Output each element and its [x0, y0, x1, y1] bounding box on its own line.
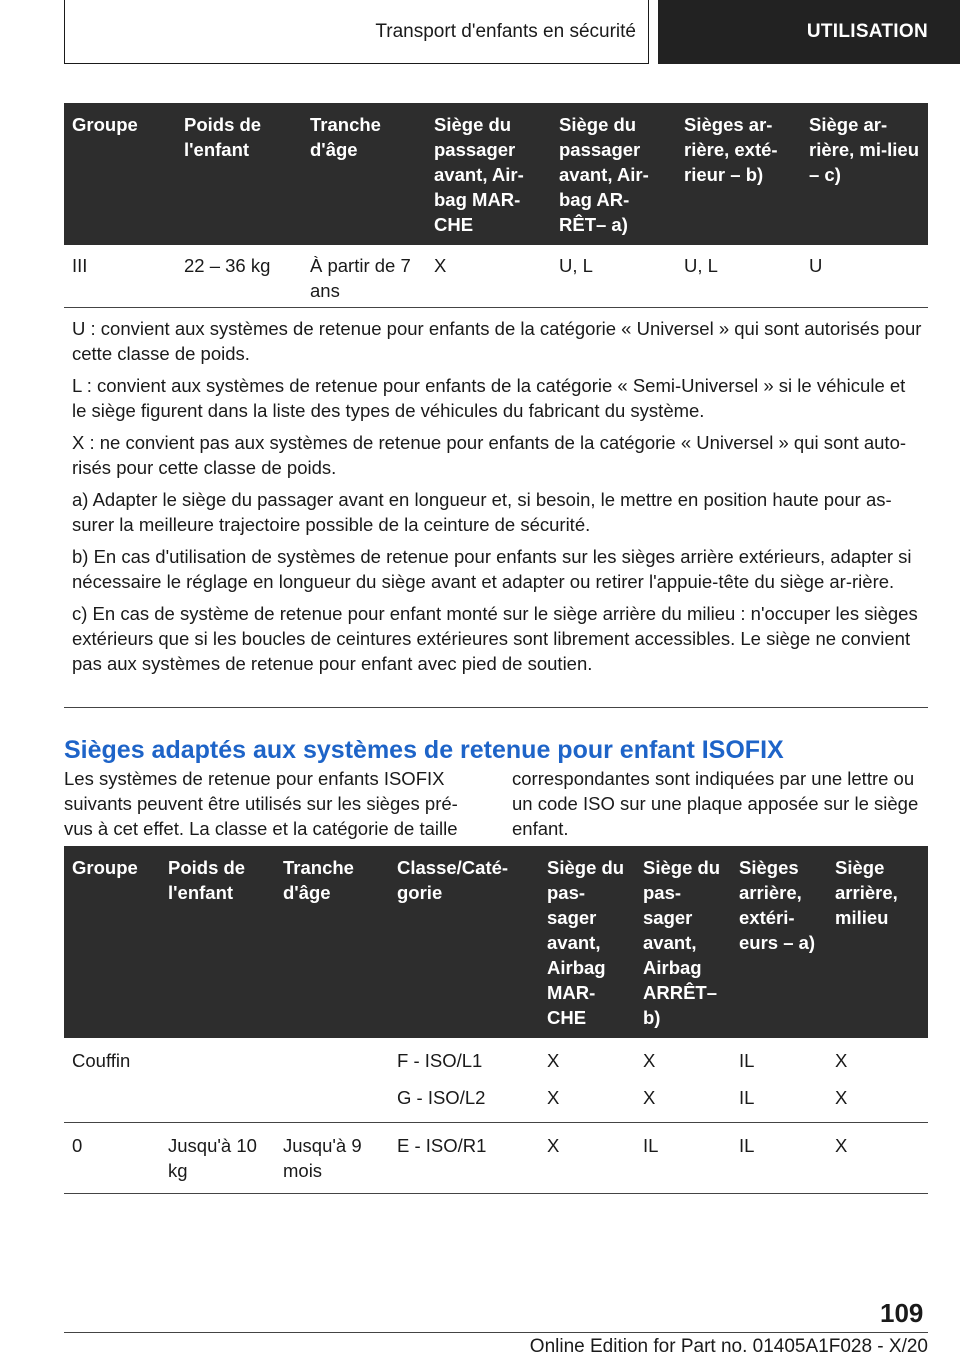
table-cell: 22 – 36 kg: [176, 245, 302, 308]
footer-text: Online Edition for Part no. 01405A1F028 - X/20: [529, 1336, 928, 1357]
table-cell: III: [64, 245, 176, 308]
table-header-cell: Classe/Caté-gorie: [389, 846, 539, 1038]
table-header-cell: Tranche d'âge: [302, 103, 426, 245]
header-chapter-label: UTILISATION: [806, 21, 928, 42]
table-header-cell: Siège ar-rière, mi-lieu – c): [801, 103, 928, 245]
table-cell: [64, 1079, 160, 1123]
table-row: [64, 245, 928, 308]
table-cell: IL: [731, 1079, 827, 1123]
table-header-cell: Siège arrière, milieu: [827, 846, 928, 1038]
table-cell: X: [827, 1123, 928, 1194]
table-row: [64, 1038, 928, 1079]
table-cell: 0: [64, 1123, 160, 1194]
section-title: Sièges adaptés aux systèmes de retenue pour enfant ISOFIX: [64, 736, 784, 764]
table-header-cell: Sièges arrière, extéri-eurs – a): [731, 846, 827, 1038]
table-header-cell: Siège du pas-sager avant, Airbag MAR-CHE: [539, 846, 635, 1038]
table-row: [64, 1123, 928, 1194]
footer-divider: [64, 1332, 928, 1333]
table-header-row: [64, 846, 928, 1038]
table-header-cell: Siège du pas-sager avant, Airbag ARRÊT– b): [635, 846, 731, 1038]
table-cell: Jusqu'à 9 mois: [275, 1123, 389, 1194]
table-cell: [160, 1079, 275, 1123]
table-cell: Jusqu'à 10 kg: [160, 1123, 275, 1194]
intro-paragraph-right: correspondantes sont indiquées par une lettre ou un code ISO sur une plaque apposée sur le siège enfant.: [512, 768, 919, 839]
table-header-cell: Poids de l'enfant: [160, 846, 275, 1038]
table-cell: [160, 1038, 275, 1079]
table-header-cell: Poids de l'enfant: [176, 103, 302, 245]
table-header-cell: Tranche d'âge: [275, 846, 389, 1038]
table-header-row: [64, 103, 928, 245]
table-cell: U, L: [551, 245, 676, 308]
header-section-label: Transport d'enfants en sécurité: [375, 20, 636, 42]
note-paragraph: X : ne convient pas aux systèmes de retenue pour enfants de la catégorie « Universel » qui sont auto-risés pour cette classe de poids.: [72, 432, 907, 478]
table-cell: [275, 1079, 389, 1123]
table-cell: X: [635, 1079, 731, 1123]
table-cell: Couffin: [72, 1050, 131, 1071]
isofix-table: [64, 846, 928, 1194]
table-cell: [275, 1038, 389, 1079]
table-header-cell: Siège du passager avant, Air-bag AR-RÊT– a): [551, 103, 676, 245]
table-cell: X: [539, 1123, 635, 1194]
table-cell: IL: [731, 1123, 827, 1194]
table-header-cell: Groupe: [64, 103, 176, 245]
table-cell: X: [643, 1050, 656, 1071]
note-paragraph: U : convient aux systèmes de retenue pour enfants de la catégorie « Universel » qui sont autorisés pour cette classe de poids.: [72, 318, 922, 364]
header-chapter-tab: [658, 0, 960, 64]
divider: [64, 707, 928, 708]
note-paragraph: c) En cas de système de retenue pour enfant monté sur le siège arrière du milieu : n'occuper les sièges extérieurs que si les boucles de ceintures extérieures sont librement accessibles. Le siège ne convient pas aux systèmes de retenue pour enfant avec pied de soutien.: [72, 603, 918, 674]
header-section-title: [64, 0, 649, 64]
table-cell: U, L: [676, 245, 801, 308]
table-cell: X: [547, 1050, 560, 1071]
table-cell: IL: [635, 1123, 731, 1194]
table-cell: E - ISO/R1: [389, 1123, 539, 1194]
table-cell: X: [539, 1079, 635, 1123]
table-notes: [72, 316, 924, 683]
table-cell: G - ISO/L2: [389, 1079, 539, 1123]
classification-table: [64, 103, 928, 308]
note-paragraph: a) Adapter le siège du passager avant en longueur et, si besoin, le mettre en position haute pour as-surer la meilleure trajectoire possible de la ceinture de sécurité.: [72, 489, 892, 535]
table-cell: IL: [739, 1050, 755, 1071]
note-paragraph: L : convient aux systèmes de retenue pour enfants de la catégorie « Semi-Universel » si le véhicule et le siège figurent dans la liste des types de véhicules du fabricant du système.: [72, 375, 906, 421]
table-cell: X: [827, 1079, 928, 1123]
table-cell: X: [835, 1050, 848, 1071]
table-cell: U: [801, 245, 928, 308]
note-paragraph: b) En cas d'utilisation de systèmes de retenue pour enfants sur les sièges arrière extérieurs, adapter si nécessaire le réglage en longueur du siège avant et adapter ou retirer l'appuie-tête du siège ar-rière.: [72, 546, 912, 592]
table-row: [64, 1079, 928, 1123]
intro-paragraph-left: Les systèmes de retenue pour enfants ISOFIX suivants peuvent être utilisés sur les sièges pré-vus à cet effet. La classe et la catégorie de taille: [64, 768, 458, 839]
table-header-cell: Sièges ar-rière, exté-rieur – b): [676, 103, 801, 245]
table-header-cell: Groupe: [64, 846, 160, 1038]
table-cell: F - ISO/L1: [397, 1050, 483, 1071]
table-cell: X: [426, 245, 551, 308]
table-header-cell: Siège du passager avant, Air-bag MAR-CHE: [426, 103, 551, 245]
page-number: 109: [880, 1298, 924, 1328]
table-cell: À partir de 7 ans: [302, 245, 426, 308]
